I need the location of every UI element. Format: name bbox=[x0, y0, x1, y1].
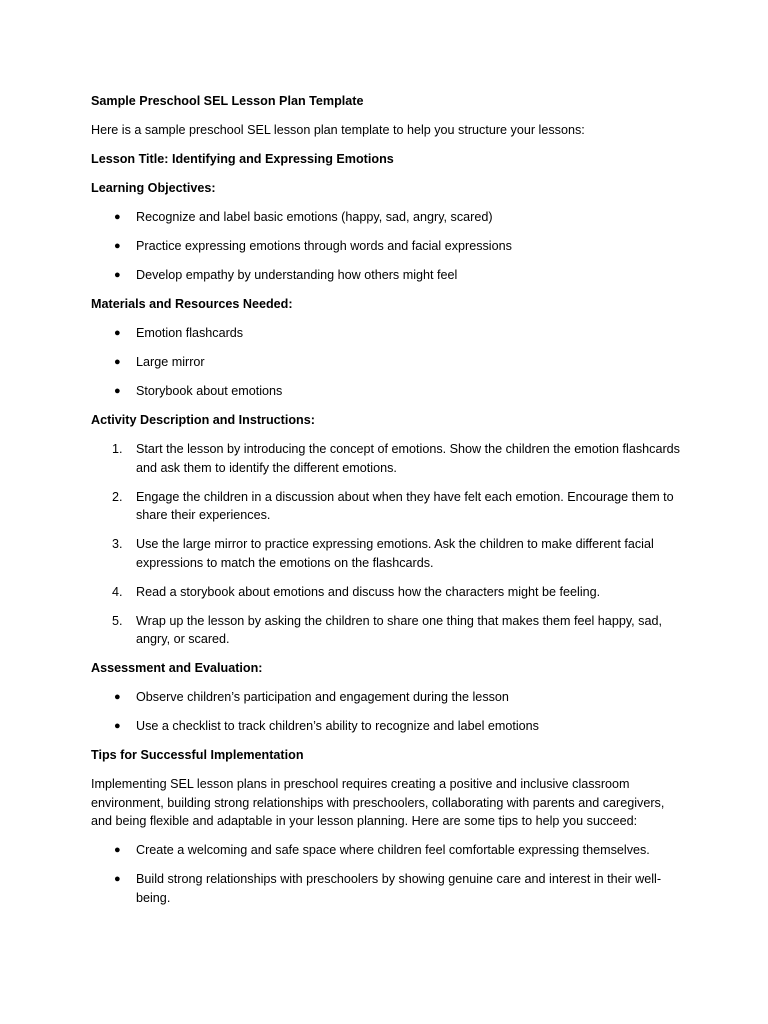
step-text: Wrap up the lesson by asking the children to share one thing that makes them feel happy, sad, angry, or scared. bbox=[136, 613, 662, 646]
bullet-icon: ● bbox=[114, 691, 121, 703]
list-item bbox=[91, 237, 681, 256]
bullet-icon: ● bbox=[114, 327, 121, 339]
list-item bbox=[91, 440, 681, 477]
bullet-icon: ● bbox=[114, 844, 121, 856]
step-text: Read a storybook about emotions and discuss how the characters might be feeling. bbox=[136, 584, 601, 599]
objectives-list bbox=[91, 208, 681, 285]
list-item bbox=[91, 688, 681, 707]
list-item bbox=[91, 208, 681, 227]
lesson-title: Lesson Title: Identifying and Expressing Emotions bbox=[91, 152, 394, 166]
step-number: 1. bbox=[112, 442, 123, 456]
step-number: 4. bbox=[112, 584, 123, 599]
assessment-text: Use a checklist to track children’s ability to recognize and label emotions bbox=[136, 719, 539, 733]
bullet-icon: ● bbox=[114, 269, 121, 281]
bullet-icon: ● bbox=[114, 211, 121, 223]
tips-list bbox=[91, 841, 681, 907]
list-item bbox=[91, 841, 681, 860]
bullet-icon: ● bbox=[114, 385, 121, 397]
document-title: Sample Preschool SEL Lesson Plan Template bbox=[91, 94, 364, 108]
material-text: Emotion flashcards bbox=[136, 326, 244, 340]
assessment-heading: Assessment and Evaluation: bbox=[91, 661, 263, 675]
list-item bbox=[91, 353, 681, 372]
tips-intro-paragraph: Implementing SEL lesson plans in preschool requires creating a positive and inclusive classroom environment, building strong relationships with preschoolers, collaborating with parents and caregivers, and being flexible and adaptable in your lesson planning. Here are some tips to help you succeed: bbox=[91, 777, 665, 828]
assessment-text: Observe children’s participation and engagement during the lesson bbox=[136, 690, 509, 704]
tip-text: Build strong relationships with preschoolers by showing genuine care and interest in their well-being. bbox=[136, 872, 662, 905]
list-item bbox=[91, 717, 681, 736]
objective-text: Practice expressing emotions through words and facial expressions bbox=[136, 239, 512, 253]
materials-list bbox=[91, 324, 681, 401]
activity-heading: Activity Description and Instructions: bbox=[91, 413, 315, 427]
step-number: 5. bbox=[112, 613, 123, 628]
bullet-icon: ● bbox=[114, 720, 121, 732]
objectives-heading: Learning Objectives: bbox=[91, 181, 216, 195]
bullet-icon: ● bbox=[114, 356, 121, 368]
tips-heading: Tips for Successful Implementation bbox=[91, 748, 304, 762]
list-item bbox=[91, 612, 681, 649]
list-item bbox=[91, 324, 681, 343]
step-number: 3. bbox=[112, 537, 123, 551]
list-item bbox=[91, 382, 681, 401]
intro-paragraph: Here is a sample preschool SEL lesson plan template to help you structure your lessons: bbox=[91, 123, 585, 137]
tip-text: Create a welcoming and safe space where children feel comfortable expressing themselves. bbox=[136, 843, 650, 857]
list-item bbox=[91, 488, 681, 525]
objective-text: Recognize and label basic emotions (happy, sad, angry, scared) bbox=[136, 210, 493, 224]
bullet-icon: ● bbox=[114, 873, 121, 885]
objective-text: Develop empathy by understanding how others might feel bbox=[136, 268, 458, 282]
assessment-list bbox=[91, 688, 681, 736]
materials-heading: Materials and Resources Needed: bbox=[91, 297, 293, 311]
step-text: Engage the children in a discussion about when they have felt each emotion. Encourage them to share their experiences. bbox=[136, 489, 674, 522]
list-item bbox=[91, 535, 681, 572]
step-text: Use the large mirror to practice expressing emotions. Ask the children to make different facial expressions to match the emotions on the flashcards. bbox=[136, 537, 654, 570]
material-text: Storybook about emotions bbox=[136, 384, 283, 398]
material-text: Large mirror bbox=[136, 355, 205, 369]
bullet-icon: ● bbox=[114, 240, 121, 252]
activity-steps-list bbox=[91, 440, 681, 649]
document-body bbox=[91, 92, 681, 918]
list-item bbox=[91, 583, 681, 602]
list-item bbox=[91, 870, 681, 907]
step-text: Start the lesson by introducing the concept of emotions. Show the children the emotion flashcards and ask them to identify the different emotions. bbox=[136, 442, 680, 475]
step-number: 2. bbox=[112, 489, 123, 504]
list-item bbox=[91, 266, 681, 285]
